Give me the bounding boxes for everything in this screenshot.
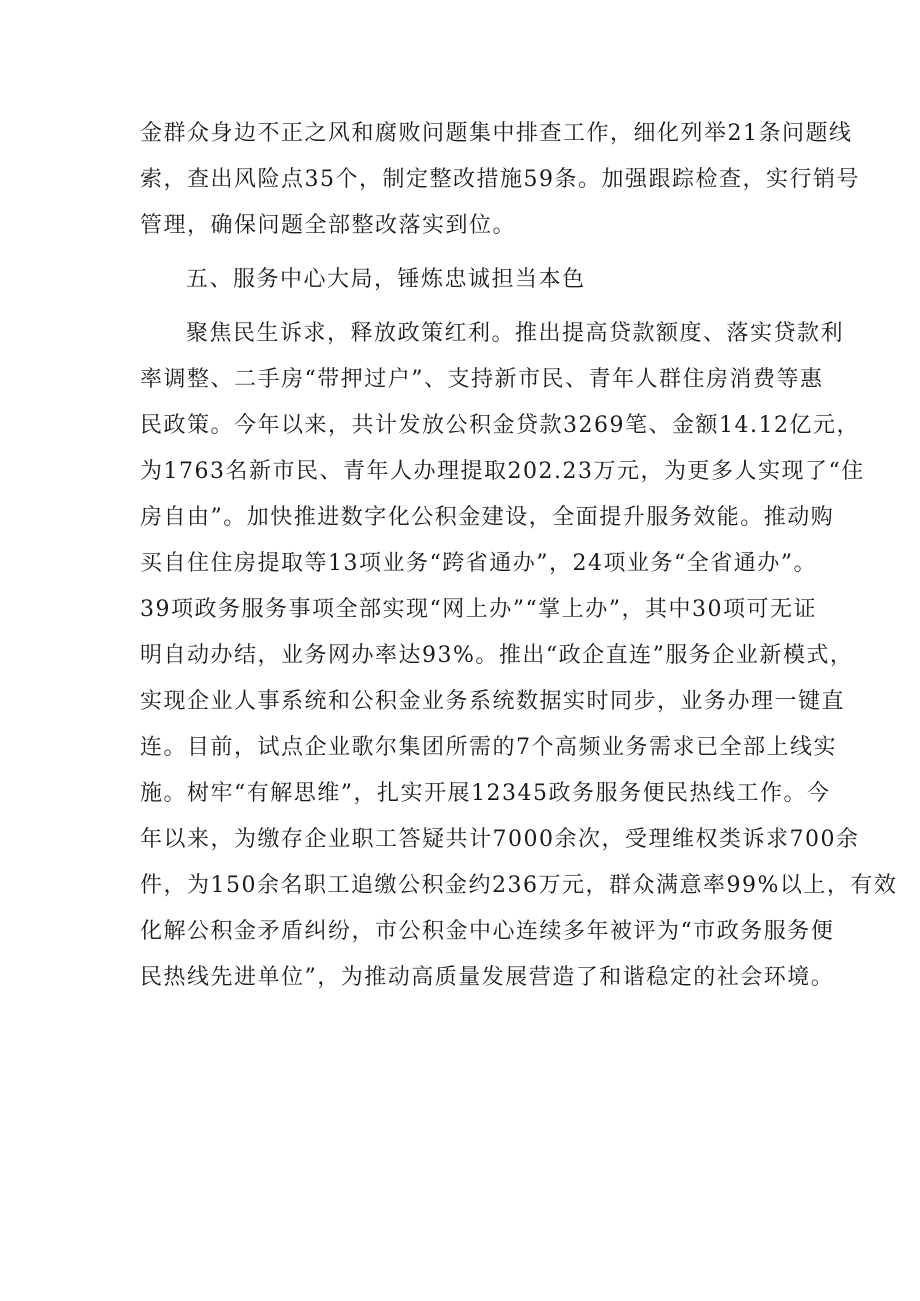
- text-line: 年以来，为缴存企业职工答疑共计7000余次，受理维权类诉求700余: [140, 827, 860, 852]
- text-line: 件，为150余名职工追缴公积金约236万元，群众满意率99%以上，有效: [140, 873, 898, 898]
- text-line: 39项政务服务事项全部实现“网上办”“掌上办”，其中30项可无证: [140, 597, 817, 622]
- document-page: [140, 111, 898, 1001]
- paragraph-continued: [140, 111, 860, 249]
- text-line: 民热线先进单位”，为推动高质量发展营造了和谐稳定的社会环境。: [140, 965, 835, 990]
- text-line: 聚焦民生诉求，释放政策红利。推出提高贷款额度、落实贷款利: [186, 321, 845, 346]
- text-line: 金群众身边不正之风和腐败问题集中排查工作，细化列举21条问题线: [140, 121, 853, 146]
- text-line: 化解公积金矛盾纠纷，市公积金中心连续多年被评为“市政务服务便: [140, 919, 835, 944]
- text-line: 管理，确保问题全部整改落实到位。: [140, 213, 517, 238]
- paragraph-main: [140, 311, 898, 1001]
- text-line: 索，查出风险点35个，制定整改措施59条。加强跟踪检查，实行销号: [140, 167, 860, 192]
- section-heading: 五、服务中心大局，锤炼忠诚担当本色: [186, 267, 586, 292]
- text-line: 实现企业人事系统和公积金业务系统数据实时同步，业务办理一键直: [140, 689, 846, 714]
- text-line: 明自动办结，业务网办率达93%。推出“政企直连”服务企业新模式，: [140, 643, 854, 668]
- text-line: 连。目前，试点企业歌尔集团所需的7个高频业务需求已全部上线实: [140, 735, 837, 760]
- text-line: 为1763名新市民、青年人办理提取202.23万元，为更多人实现了“住: [140, 459, 865, 484]
- text-line: 房自由”。加快推进数字化公积金建设，全面提升服务效能。推动购: [140, 505, 835, 530]
- text-line: 施。树牢“有解思维”，扎实开展12345政务服务便民热线工作。今: [140, 781, 831, 806]
- text-line: 买自住住房提取等13项业务“跨省通办”，24项业务“全省通办”。: [140, 551, 817, 576]
- text-line: 率调整、二手房“带押过户”、支持新市民、青年人群住房消费等惠: [140, 367, 824, 392]
- text-line: 民政策。今年以来，共计发放公积金贷款3269笔、金额14.12亿元，: [140, 413, 860, 438]
